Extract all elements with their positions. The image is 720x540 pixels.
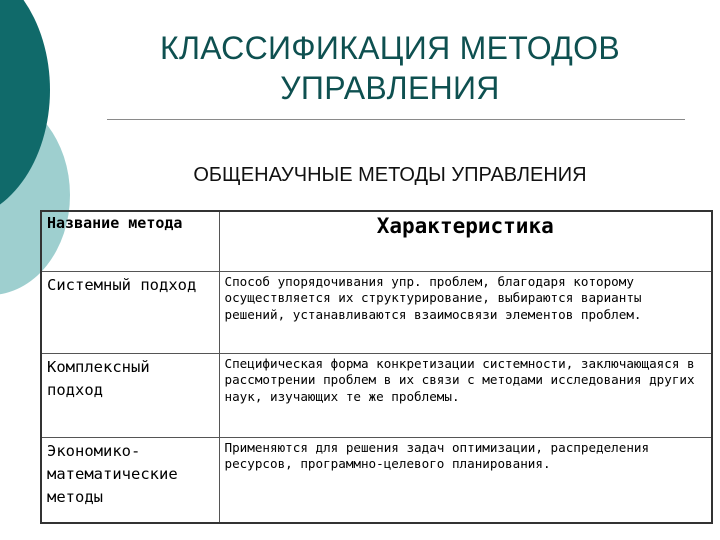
header-method-name: Название метода <box>41 211 219 271</box>
method-description-cell: Специфическая форма конкретизации системности, заключающаяся в рассмотрении проблем в их связи с методами исследования других наук, изучающих те же проблемы. <box>219 353 712 437</box>
method-name-cell: Экономико-математические методы <box>41 437 219 523</box>
slide-subtitle: ОБЩЕНАУЧНЫЕ МЕТОДЫ УПРАВЛЕНИЯ <box>193 164 587 186</box>
header-characteristic: Характеристика <box>219 211 712 271</box>
slide-title: КЛАССИФИКАЦИЯ МЕТОДОВ УПРАВЛЕНИЯ <box>160 30 620 106</box>
method-description-cell: Применяются для решения задач оптимизации, распределения ресурсов, программно-целевого планирования. <box>219 437 712 523</box>
methods-table <box>40 210 713 524</box>
method-name-cell: Системный подход <box>41 271 219 353</box>
table-row <box>41 271 712 353</box>
table-header-row <box>41 211 712 271</box>
method-name-cell: Комплексный подход <box>41 353 219 437</box>
table-row <box>41 437 712 523</box>
title-divider <box>107 119 685 120</box>
table-row <box>41 353 712 437</box>
method-description-cell: Способ упорядочивания упр. проблем, благодаря которому осуществляется их структурирование, выбираются варианты решений, устанавливаются взаимосвязи элементов проблем. <box>219 271 712 353</box>
